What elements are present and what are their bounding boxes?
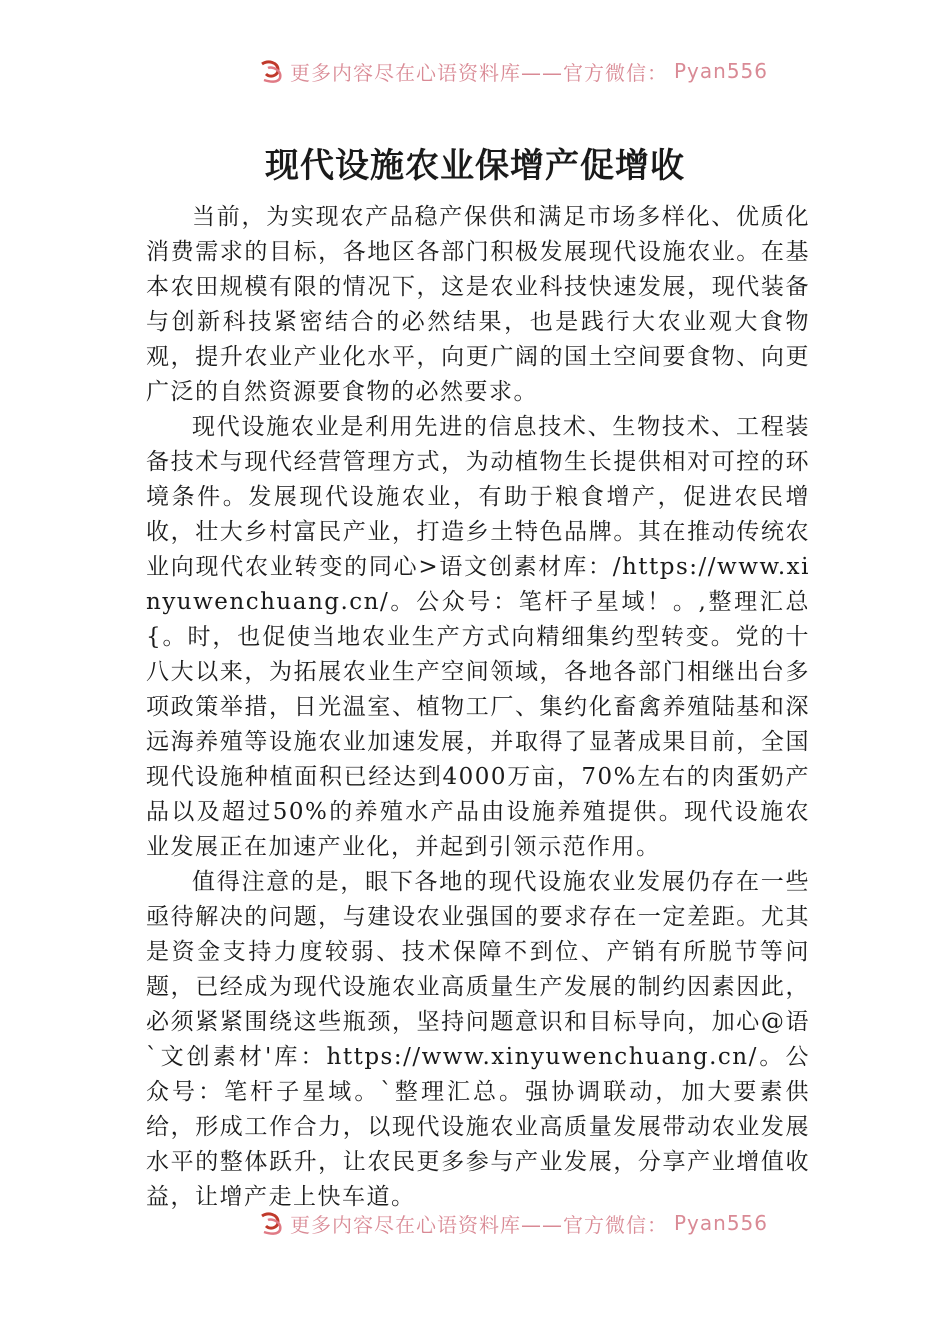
watermark-contact: Pyan556 bbox=[674, 59, 769, 83]
document-body bbox=[146, 200, 810, 1215]
header-watermark bbox=[258, 56, 768, 86]
watermark-logo-icon bbox=[258, 1210, 284, 1236]
paragraph-2: 现代设施农业是利用先进的信息技术、生物技术、工程装备技术与现代经营管理方式，为动植物生长提供相对可控的环境条件。发展现代设施农业，有助于粮食增产，促进农民增收，壮大乡村富民产业，打造乡土特色品牌。其在推动传统农业向现代农业转变的同心>语文创素材库：/https://www.xinyuwenchuang.cn/。公众号：笔杆子星域！。,整理汇总{。时，也促使当地农业生产方式向精细集约型转变。党的十八大以来，为拓展农业生产空间领域，各地各部门相继出台多项政策举措，日光温室、植物工厂、集约化畜禽养殖陆基和深远海养殖等设施农业加速发展，并取得了显著成果目前，全国现代设施种植面积已经达到4000万亩，70%左右的肉蛋奶产品以及超过50%的养殖水产品由设施养殖提供。现代设施农业发展正在加速产业化，并起到引领示范作用。 bbox=[146, 414, 810, 860]
watermark-text: 更多内容尽在心语资料库——官方微信： bbox=[290, 60, 668, 85]
footer-watermark bbox=[258, 1208, 768, 1238]
paragraph-1: 当前，为实现农产品稳产保供和满足市场多样化、优质化消费需求的目标，各地区各部门积极发展现代设施农业。在基本农田规模有限的情况下，这是农业科技快速发展，现代装备与创新科技紧密结合的必然结果，也是践行大农业观大食物观，提升农业产业化水平，向更广阔的国土空间要食物、向更广泛的自然资源要食物的必然要求。 bbox=[146, 204, 810, 405]
watermark-contact: Pyan556 bbox=[674, 1211, 769, 1235]
watermark-text: 更多内容尽在心语资料库——官方微信： bbox=[290, 1212, 668, 1237]
watermark-logo-icon bbox=[258, 58, 284, 84]
paragraph-3: 值得注意的是，眼下各地的现代设施农业发展仍存在一些亟待解决的问题，与建设农业强国的要求存在一定差距。尤其是资金支持力度较弱、技术保障不到位、产销有所脱节等问题，已经成为现代设施农业高质量生产发展的制约因素因此，必须紧紧围绕这些瓶颈，坚持问题意识和目标导向，加心@语`文创素材'库：https://www.xinyuwenchuang.cn/。公众号：笔杆子星域。`整理汇总。强协调联动，加大要素供给，形成工作合力，以现代设施农业高质量发展带动农业发展水平的整体跃升，让农民更多参与产业发展，分享产业增值收益，让增产走上快车道。 bbox=[146, 869, 810, 1210]
document-title: 现代设施农业保增产促增收 bbox=[265, 146, 685, 186]
